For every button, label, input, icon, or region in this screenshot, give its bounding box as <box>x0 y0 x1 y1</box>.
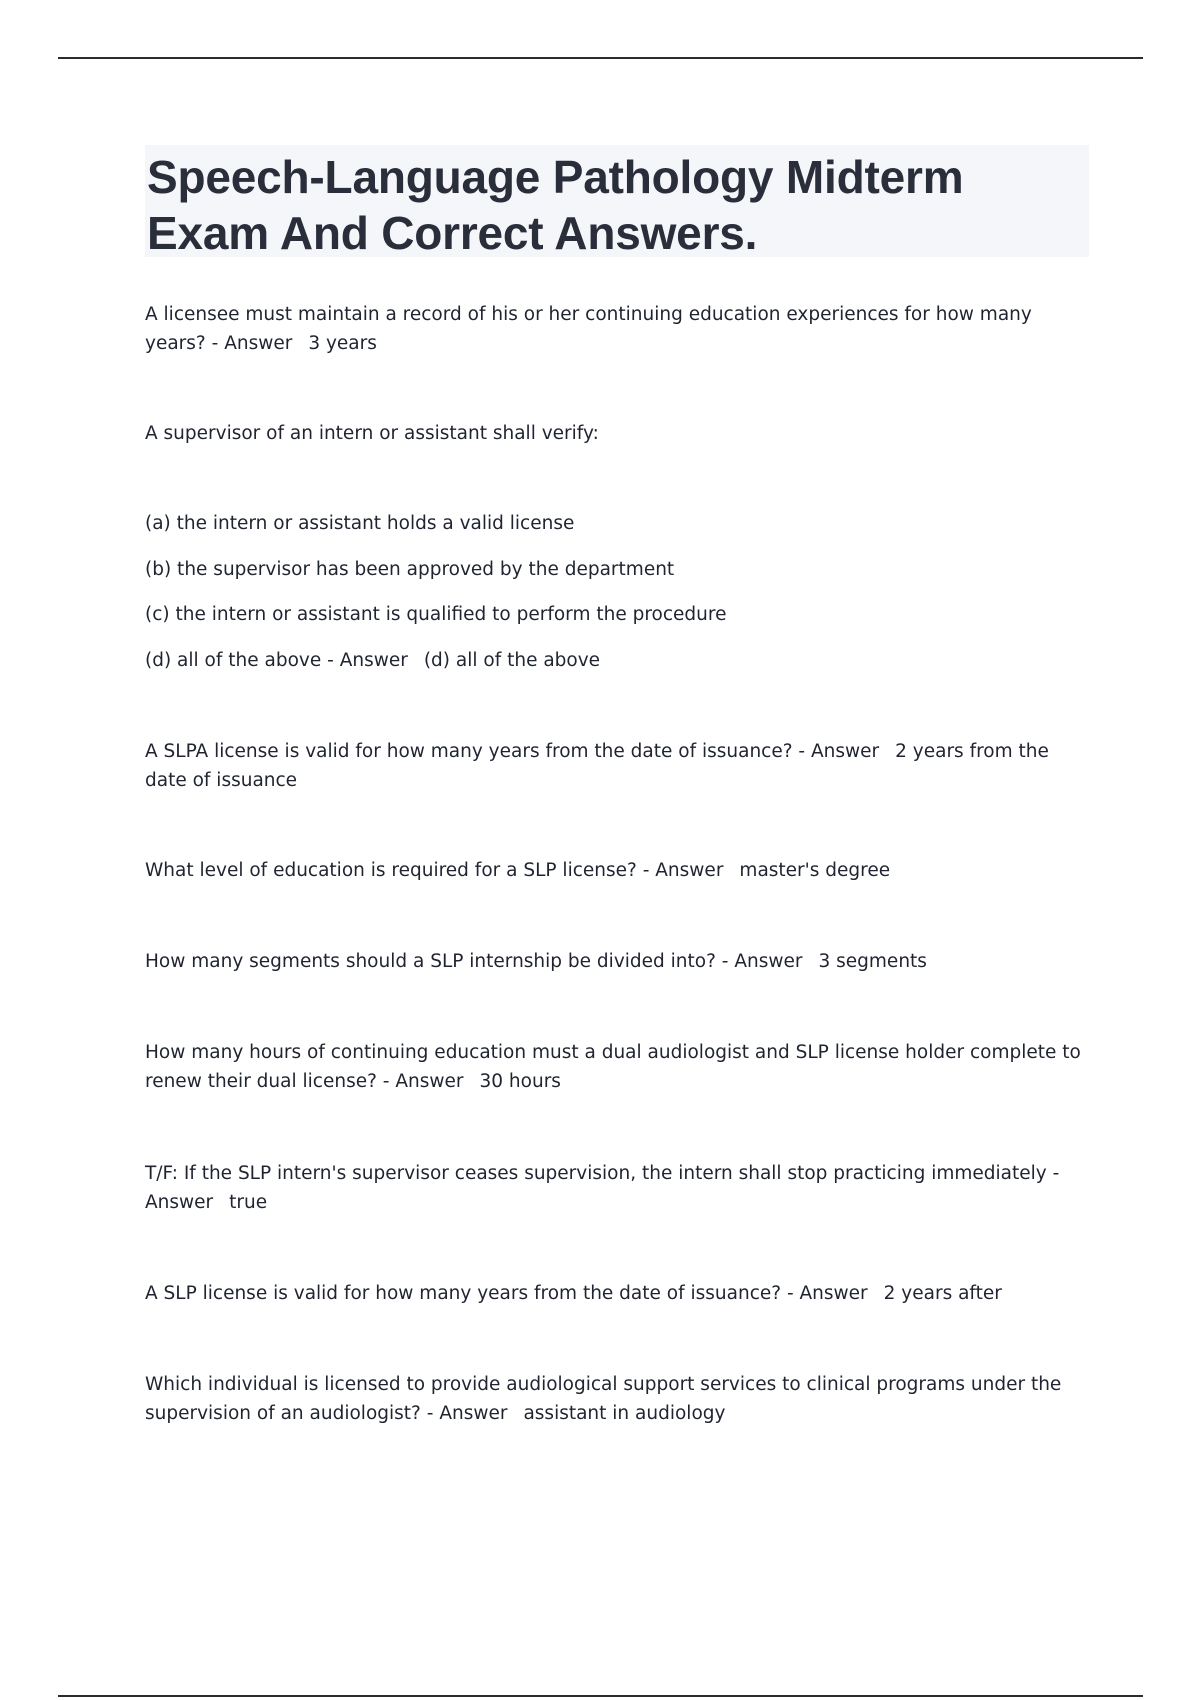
question-text: A SLP license is valid for how many years from the date of issuance? - <box>145 1283 794 1304</box>
qa-item <box>145 1038 1095 1096</box>
answer-text: 30 hours <box>479 1071 561 1092</box>
option-item <box>145 600 1095 629</box>
qa-item <box>145 947 1095 976</box>
title-banner <box>145 145 1089 257</box>
answer-text: master's degree <box>739 860 891 881</box>
answer-label: Answer <box>734 951 803 972</box>
answer-label: Answer <box>810 741 880 762</box>
option-text: (b) the supervisor has been approved by the department <box>145 559 675 580</box>
answer-text: 3 segments <box>818 951 927 972</box>
top-divider <box>58 57 1143 59</box>
answer-label: Answer <box>655 860 724 881</box>
option-item <box>145 555 1095 584</box>
question-text: A licensee must maintain a record of his or her continuing education experiences for how many years? - <box>145 304 1032 354</box>
document-title: Speech-Language Pathology Midterm Exam And Correct Answers. <box>147 151 964 259</box>
question-text: T/F: If the SLP intern's supervisor ceases supervision, the intern shall stop practicing immediately - <box>145 1163 1060 1184</box>
option-item <box>145 646 1095 675</box>
option-text: (c) the intern or assistant is qualified to perform the procedure <box>145 604 727 625</box>
qa-item <box>145 300 1095 358</box>
bottom-divider <box>58 1695 1143 1697</box>
option-item <box>145 509 1095 538</box>
qa-item <box>145 856 1095 885</box>
question-text: A SLPA license is valid for how many years from the date of issuance? - <box>145 741 806 762</box>
option-text: (a) the intern or assistant holds a valid license <box>145 513 575 534</box>
answer-text: assistant in audiology <box>523 1403 726 1424</box>
answer-label: Answer <box>395 1071 464 1092</box>
question-text: How many segments should a SLP internship be divided into? - <box>145 951 729 972</box>
qa-item <box>145 1370 1095 1428</box>
answer-text: true <box>229 1192 268 1213</box>
qa-item <box>145 737 1095 795</box>
answer-label: Answer <box>799 1283 868 1304</box>
question-text: A supervisor of an intern or assistant shall verify: <box>145 423 599 444</box>
question-text: Which individual is licensed to provide audiological support services to clinical programs under the supervision of an audiologist? - <box>145 1374 1062 1424</box>
answer-text: 3 years <box>308 333 377 354</box>
qa-item <box>145 1159 1095 1217</box>
answer-label: Answer <box>339 650 408 671</box>
answer-label: Answer <box>145 1192 214 1213</box>
answer-text: 2 years from the date of issuance <box>145 741 1049 791</box>
option-text: (d) all of the above - <box>145 650 334 671</box>
qa-item <box>145 1279 1095 1308</box>
answer-label: Answer <box>439 1403 508 1424</box>
answer-text: 2 years after <box>883 1283 1002 1304</box>
qa-item <box>145 419 1095 448</box>
question-text: What level of education is required for a SLP license? - <box>145 860 650 881</box>
answer-text: (d) all of the above <box>423 650 601 671</box>
question-text: How many hours of continuing education must a dual audiologist and SLP license holder complete to renew their dual license? - <box>145 1042 1081 1092</box>
answer-label: Answer <box>224 333 293 354</box>
